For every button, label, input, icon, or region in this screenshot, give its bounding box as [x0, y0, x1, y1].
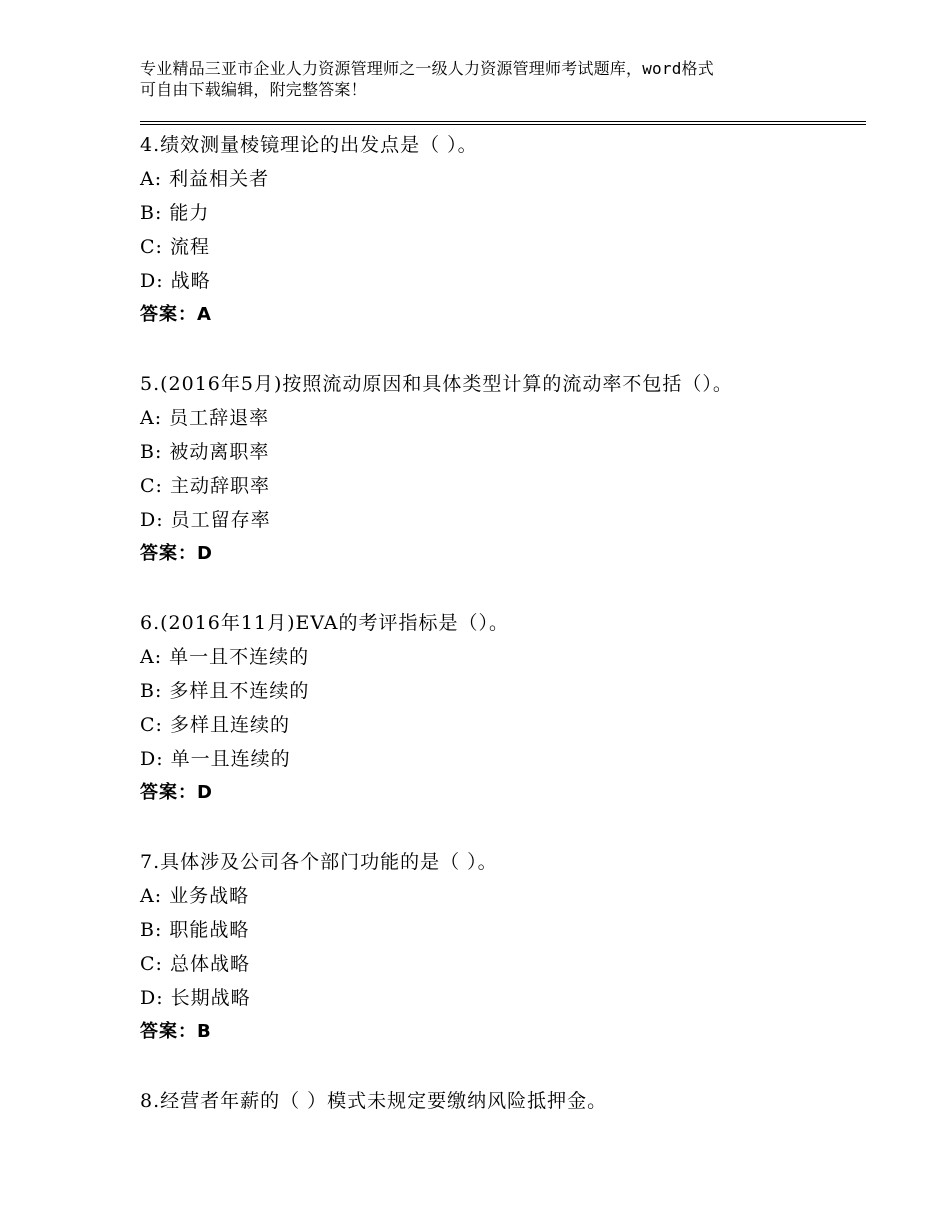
option-d: D: 长期战略: [140, 987, 251, 1009]
option-c: C: 主动辞职率: [140, 475, 270, 497]
option-b: B: 能力: [140, 202, 210, 224]
header-divider: [140, 121, 866, 125]
answer-label: 答案：B: [140, 1021, 212, 1042]
question-stem: 7.具体涉及公司各个部门功能的是（ ）。: [140, 851, 498, 873]
answer-label: 答案：D: [140, 782, 213, 803]
question-stem: 8.经营者年薪的（ ）模式未规定要缴纳风险抵押金。: [140, 1090, 608, 1112]
option-c: C: 多样且连续的: [140, 714, 290, 736]
header-line-2: 可自由下载编辑，附完整答案！: [140, 80, 367, 99]
document-header: [140, 58, 820, 100]
header-line-1: 专业精品三亚市企业人力资源管理师之一级人力资源管理师考试题库，word格式: [140, 59, 714, 78]
option-d: D: 单一且连续的: [140, 748, 291, 770]
option-a: A: 业务战略: [140, 885, 250, 907]
question-stem: 5.(2016年5月)按照流动原因和具体类型计算的流动率不包括（）。: [140, 373, 733, 395]
answer-label: 答案：D: [140, 543, 213, 564]
question-7: [140, 845, 866, 1049]
option-a: A: 单一且不连续的: [140, 646, 310, 668]
option-b: B: 多样且不连续的: [140, 680, 310, 702]
option-c: C: 流程: [140, 236, 210, 258]
question-stem: 6.(2016年11月)EVA的考评指标是（）。: [140, 612, 510, 634]
question-list: [140, 128, 866, 1153]
option-d: D: 战略: [140, 270, 211, 292]
answer-label: 答案：A: [140, 304, 212, 325]
question-8: [140, 1084, 866, 1118]
question-5: [140, 367, 866, 571]
option-a: A: 员工辞退率: [140, 407, 270, 429]
option-d: D: 员工留存率: [140, 509, 271, 531]
option-b: B: 被动离职率: [140, 441, 270, 463]
option-a: A: 利益相关者: [140, 168, 270, 190]
option-c: C: 总体战略: [140, 953, 250, 975]
question-stem: 4.绩效测量棱镜理论的出发点是（ ）。: [140, 134, 478, 156]
question-4: [140, 128, 866, 332]
option-b: B: 职能战略: [140, 919, 250, 941]
question-6: [140, 606, 866, 810]
